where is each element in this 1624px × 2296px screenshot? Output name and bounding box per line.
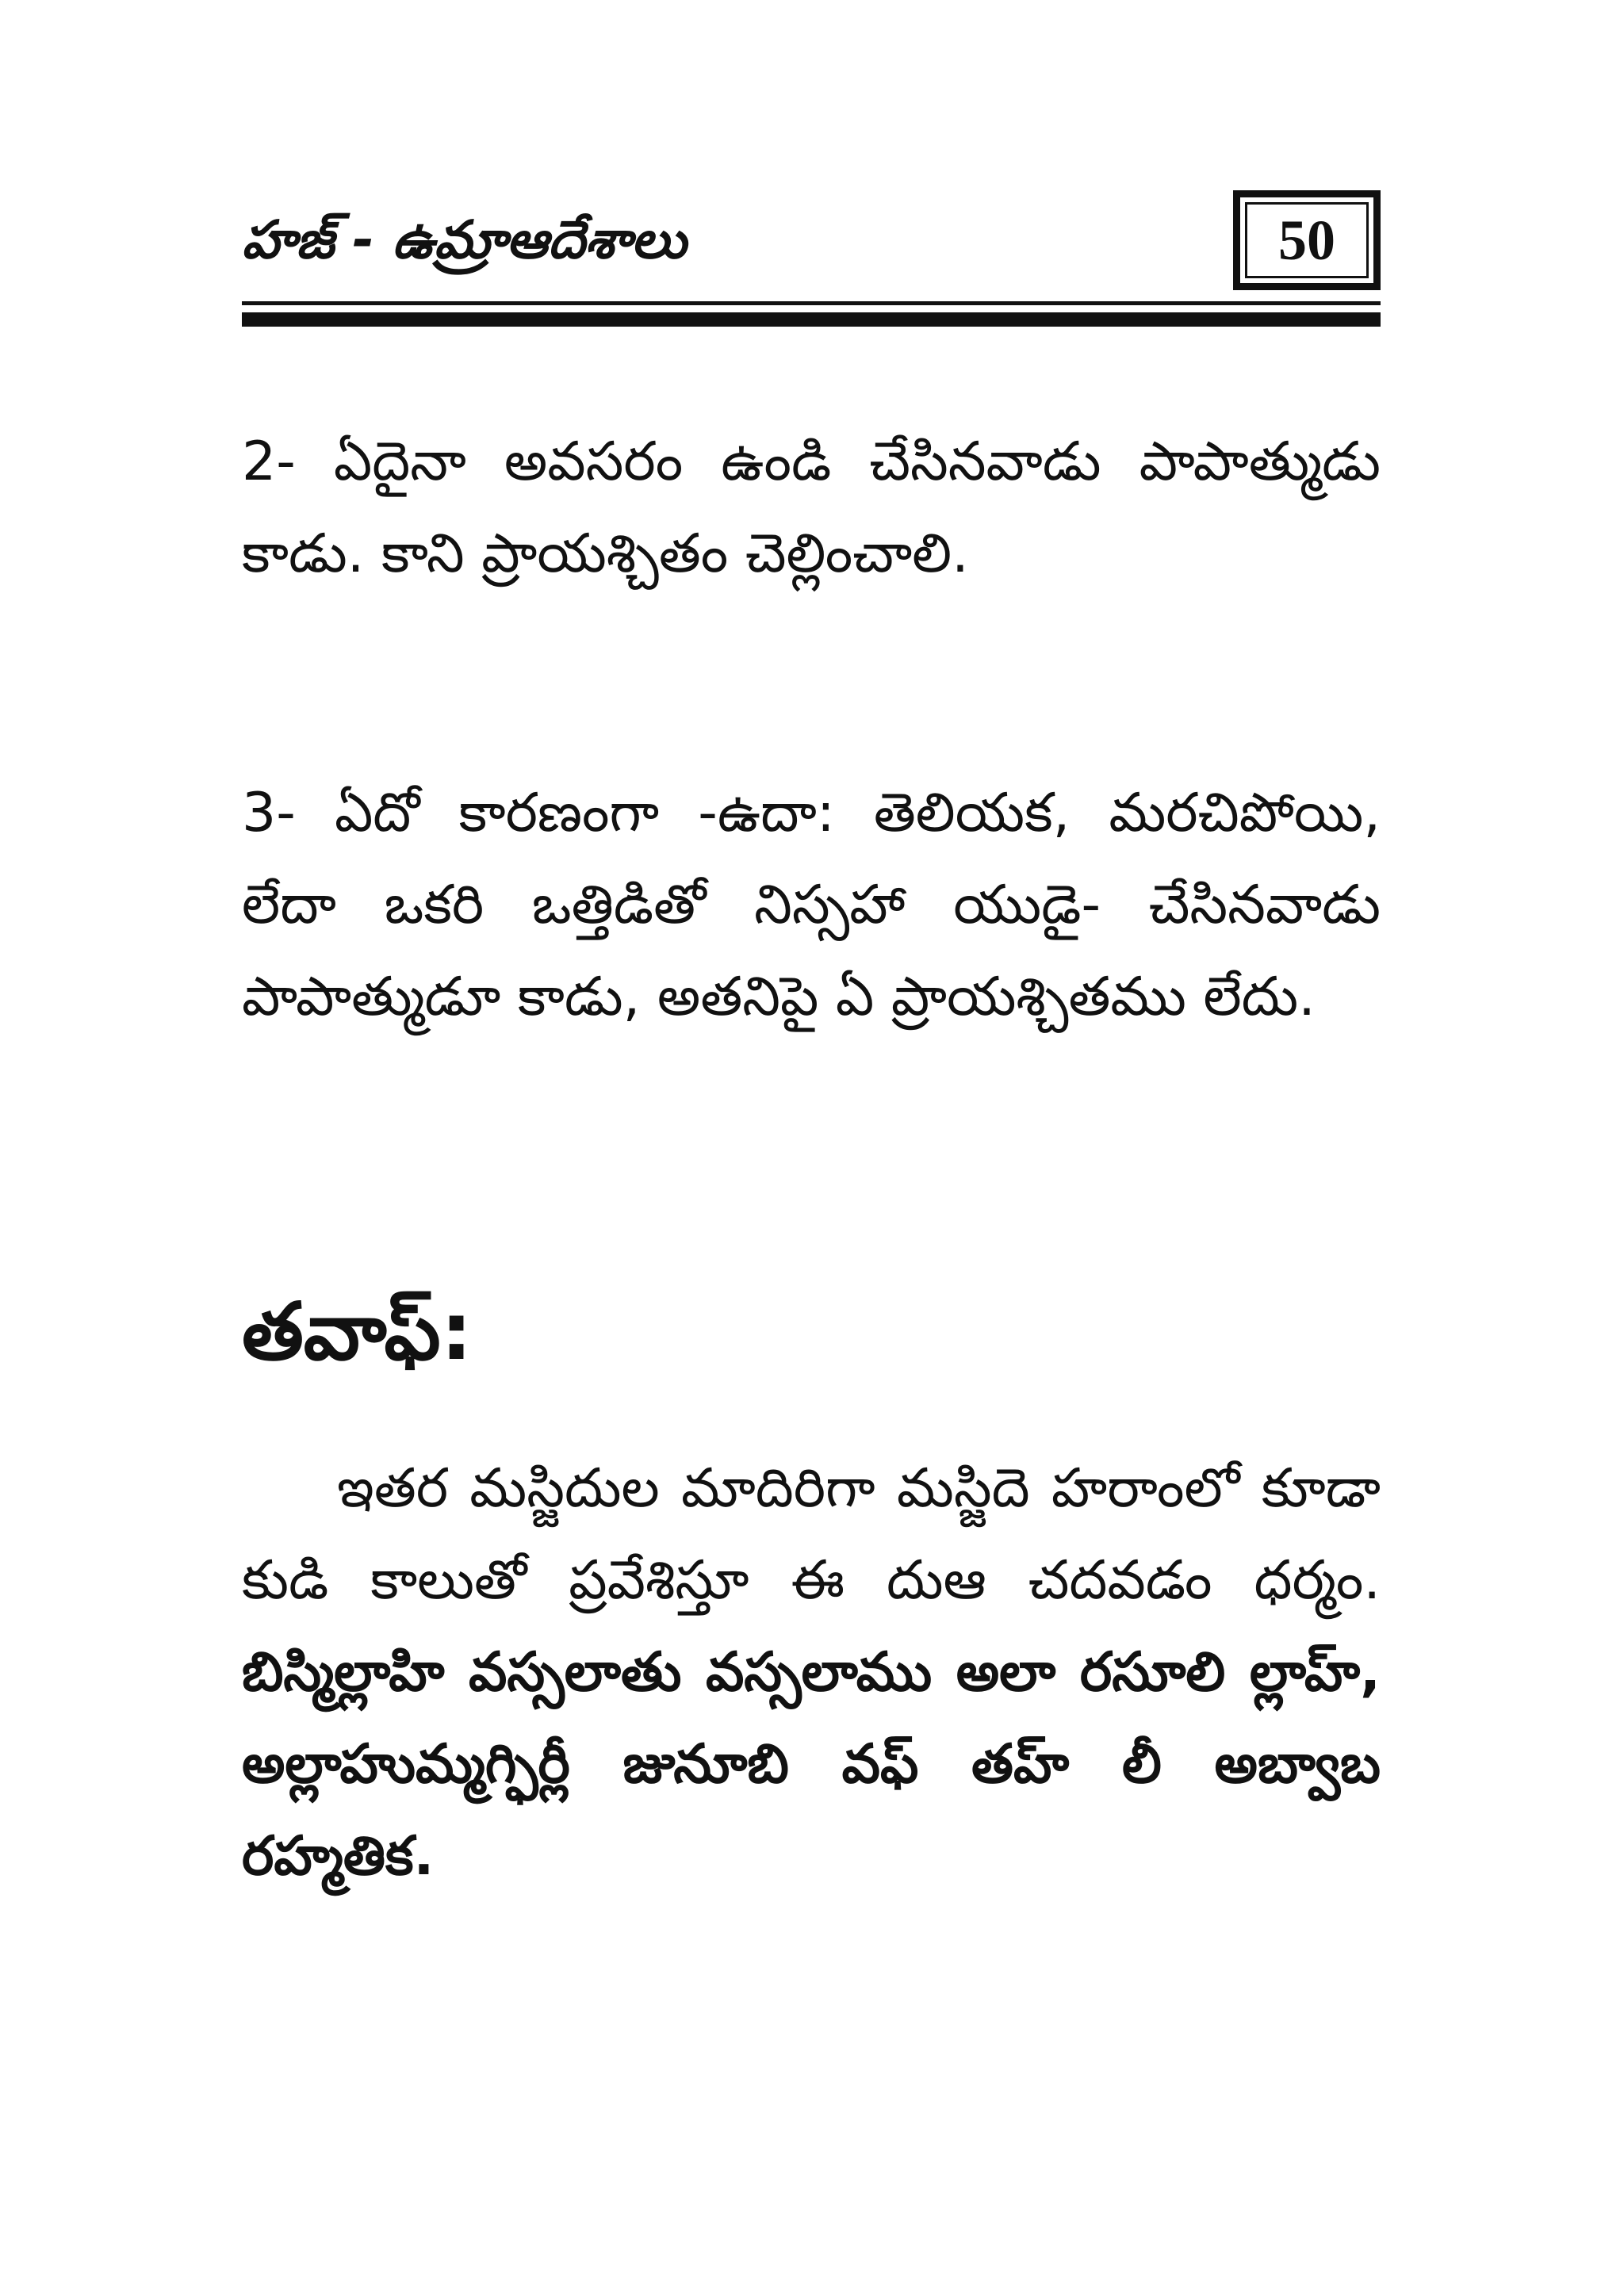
page-number: 50 [1278, 209, 1335, 272]
tawaf-dua-text: బిస్మిల్లాహి వస్సలాతు వస్సలాము అలా రసూలి ల్లాహ్, అల్లాహుమ్మగ్ఫిర్లీ జునూబి వఫ్ తహ్ లీ అబ్వాబ రహ్మతిక. [242, 1641, 1381, 1888]
page-number-box [1233, 190, 1381, 290]
header-rule-thin [242, 301, 1381, 305]
header-rule-thick [242, 312, 1381, 327]
tawaf-intro-text: ఇతర మస్జిదుల మాదిరిగా మస్జిదె హరాంలో కూడా కుడి కాలుతో ప్రవేశిస్తూ ఈ దుఆ చదవడం ధర్మం. [242, 1457, 1381, 1612]
running-title: హజ్ - ఉమ్రాఆదేశాలు [242, 209, 687, 270]
paragraph-point-2: 2- ఏదైనా అవసరం ఉండి చేసినవాడు పాపాత్ముడు కాడు. కాని ప్రాయశ్చితం చెల్లించాలి. [242, 430, 1381, 585]
paragraph-point-3: 3- ఏదో కారణంగా -ఉదా: తెలియక, మరచిపోయి, లేదా ఒకరి ఒత్తిడితో నిస్సహా యుడై- చేసినవాడు పాపాత్ముడూ కాడు, అతనిపై ఏ ప్రాయశ్చితము లేదు. [242, 782, 1381, 1028]
paragraph-tawaf [242, 1443, 1381, 1903]
section-heading-tawaf: తవాఫ్: [242, 1285, 473, 1378]
